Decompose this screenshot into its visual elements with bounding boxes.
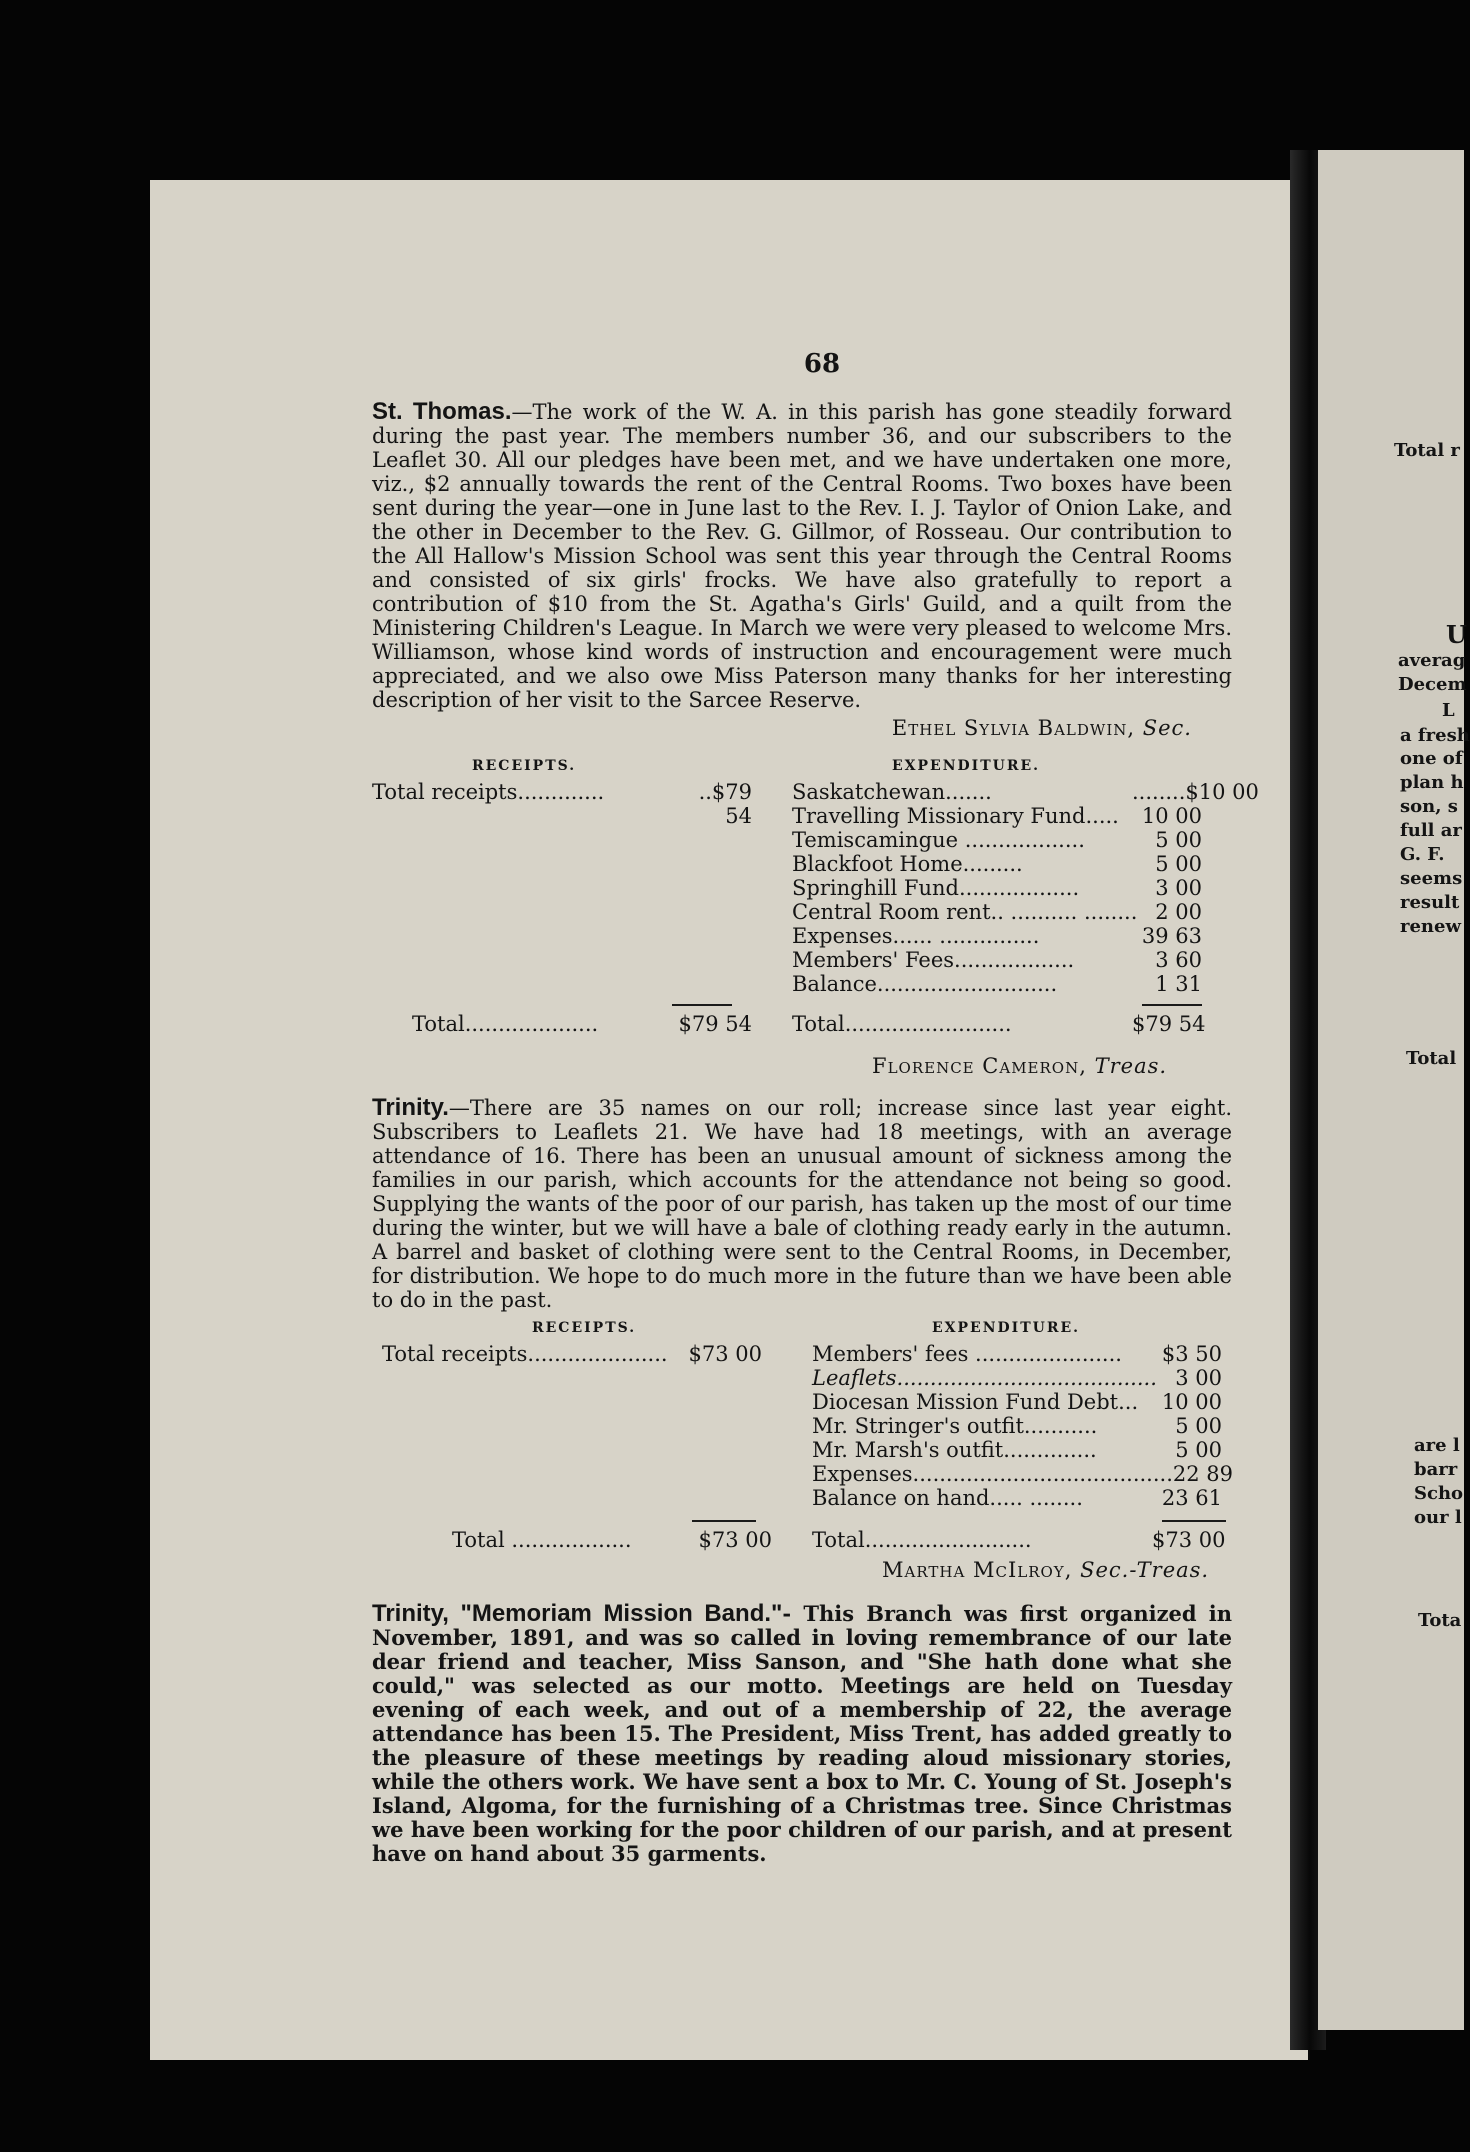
expenditure-amount: 5 00 bbox=[1175, 1414, 1222, 1438]
right-fragment: full ar bbox=[1400, 820, 1462, 841]
page-number: 68 bbox=[803, 349, 841, 379]
expenditure-amount: 3 60 bbox=[1155, 948, 1202, 972]
expenditure-amount: 39 63 bbox=[1141, 924, 1202, 948]
st-thomas-heading: St. Thomas. bbox=[372, 398, 512, 425]
total-amount: $73 00 bbox=[698, 1528, 772, 1552]
expenditure-label: Temiscamingue .................. bbox=[792, 828, 1085, 852]
expenditure-label: Springhill Fund.................. bbox=[792, 876, 1080, 900]
expenditure-label: Mr. Marsh's outfit.............. bbox=[812, 1438, 1097, 1462]
expenditure-amount: 10 00 bbox=[1161, 1390, 1222, 1414]
expenditure-label: Balance on hand..... ........ bbox=[812, 1486, 1083, 1510]
expenditure-label: Mr. Stringer's outfit........... bbox=[812, 1414, 1098, 1438]
expenditure-label: Blackfoot Home......... bbox=[792, 852, 1023, 876]
right-fragment: barr bbox=[1414, 1459, 1458, 1480]
expenditure-row bbox=[812, 1414, 1222, 1438]
right-fragment: G. F. bbox=[1400, 844, 1445, 865]
expenditure-list bbox=[812, 1342, 1234, 1510]
expenditure-list bbox=[792, 780, 1259, 996]
total-rule-left bbox=[672, 1004, 732, 1006]
signature-role: Sec. bbox=[1142, 716, 1192, 740]
total-row bbox=[792, 1012, 1206, 1036]
total-receipts-line bbox=[372, 780, 752, 828]
expenditure-amount: 2 00 bbox=[1155, 900, 1202, 924]
st-thomas-body: —The work of the W. A. in this parish has gone steadily forward during the past year. The members number 36, and our subscribers to the Leaflet 30. All our pledges have been met, and we have undertaken one more, viz., $2 annually towards the rent of the Central Rooms. Two boxes have been sent during the year—one in June last to the Rev. I. J. Taylor of Onion Lake, and the other in December to the Rev. G. Gillmor, of Rosseau. Our contribution to the All Hallow's Mission School was sent this year through the Central Rooms and consisted of six girls' frocks. We have also gratefully to report a contribution of $10 from the St. Agatha's Girls' Guild, and a quilt from the Ministering Children's League. In March we were very pleased to welcome Mrs. Williamson, whose kind words of instruction and encouragement were much appreciated, and we also owe Miss Paterson many thanks for her interesting description of her visit to the Sarcee Reserve. bbox=[372, 400, 1232, 712]
expenditure-row bbox=[792, 780, 1259, 804]
st-thomas-signature bbox=[372, 716, 1192, 740]
expenditure-amount: 3 00 bbox=[1155, 876, 1202, 900]
st-thomas-treasurer bbox=[372, 1054, 1232, 1078]
expenditure-row bbox=[792, 900, 1202, 924]
total-rule-right bbox=[1162, 1520, 1226, 1522]
right-fragment: one of bbox=[1400, 748, 1463, 769]
receipts-heading: RECEIPTS. bbox=[472, 758, 577, 774]
right-fragment: son, s bbox=[1400, 796, 1458, 817]
signature-name: Ethel Sylvia Baldwin, bbox=[891, 716, 1136, 740]
total-label: Total .................. bbox=[452, 1528, 632, 1552]
expenditure-row bbox=[812, 1342, 1222, 1366]
memoriam-heading: Trinity, "Memoriam Mission Band." bbox=[372, 1600, 783, 1627]
trinity-signature bbox=[372, 1558, 1232, 1582]
expenditure-heading: EXPENDITURE. bbox=[892, 758, 1041, 774]
expenditure-amount: 22 89 bbox=[1172, 1462, 1234, 1486]
right-fragment: averag bbox=[1398, 650, 1466, 671]
total-row bbox=[812, 1528, 1226, 1552]
expenditure-amount: $3 50 bbox=[1161, 1342, 1222, 1366]
expenditure-row bbox=[792, 804, 1202, 828]
right-fragment: Tota bbox=[1418, 1610, 1462, 1631]
expenditure-row bbox=[812, 1462, 1234, 1486]
expenditure-amount: 5 00 bbox=[1175, 1438, 1222, 1462]
right-fragment: a fresh bbox=[1400, 725, 1470, 746]
right-fragment: Decem bbox=[1398, 674, 1467, 695]
st-thomas-accounts bbox=[372, 754, 1259, 1054]
total-amount: $73 00 bbox=[1152, 1528, 1226, 1552]
total-label: Total.................... bbox=[412, 1012, 599, 1036]
right-fragment: U bbox=[1446, 620, 1467, 649]
signature-name: Martha McIlroy, bbox=[882, 1558, 1073, 1582]
memoriam-body: - This Branch was first organized in November, 1891, and was so called in loving remembrance of our late dear friend and teacher, Miss Sanson, and "She hath done what she could," was selected as our motto. Meetings are held on Tuesday evening of each week, and out of a membership of 22, the average attendance has been 15. The President, Miss Trent, has added greatly to the pleasure of these meetings by reading aloud missionary stories, while the others work. We have sent a box to Mr. C. Young of St. Joseph's Island, Algoma, for the furnishing of a Christmas tree. Since Christmas we have been working for the poor children of our parish, and at present have on hand about 35 garments. bbox=[372, 1601, 1232, 1866]
expenditure-row bbox=[792, 948, 1202, 972]
treasurer-name: Florence Cameron, bbox=[872, 1054, 1087, 1078]
expenditure-row bbox=[792, 876, 1202, 900]
total-receipts-label: Total receipts..................... bbox=[382, 1342, 668, 1366]
total-line-left bbox=[452, 1528, 772, 1552]
treasurer-role: Treas. bbox=[1094, 1054, 1168, 1078]
total-rule-right bbox=[1142, 1004, 1202, 1006]
right-fragment: Total r bbox=[1394, 440, 1460, 461]
right-fragment: our l bbox=[1414, 1507, 1462, 1528]
expenditure-amount: 5 00 bbox=[1155, 828, 1202, 852]
receipts-heading: RECEIPTS. bbox=[532, 1320, 637, 1336]
expenditure-amount: 5 00 bbox=[1155, 852, 1202, 876]
expenditure-row bbox=[812, 1486, 1222, 1510]
expenditure-label: Diocesan Mission Fund Debt... bbox=[812, 1390, 1139, 1414]
total-receipts-amount: ..$79 54 bbox=[698, 780, 752, 828]
expenditure-label: Expenses....................................... bbox=[812, 1462, 1173, 1486]
expenditure-label: Members' Fees.................. bbox=[792, 948, 1075, 972]
expenditure-amount: 1 31 bbox=[1155, 972, 1202, 996]
expenditure-heading: EXPENDITURE. bbox=[932, 1320, 1081, 1336]
expenditure-row bbox=[792, 972, 1202, 996]
right-fragment: renew bbox=[1400, 916, 1461, 937]
expenditure-label: Leaflets....................................... bbox=[812, 1366, 1157, 1390]
total-line-right bbox=[812, 1528, 1226, 1552]
expenditure-row bbox=[792, 924, 1202, 948]
total-receipts-line bbox=[382, 1342, 762, 1366]
expenditure-amount: ........$10 00 bbox=[1132, 780, 1259, 804]
total-receipts-label: Total receipts............. bbox=[372, 780, 605, 804]
right-fragment: Total bbox=[1406, 1048, 1457, 1069]
right-fragment: L bbox=[1442, 700, 1455, 721]
right-page-edge bbox=[1318, 150, 1470, 2030]
expenditure-label: Saskatchewan....... bbox=[792, 780, 992, 804]
signature-role: Sec.-Treas. bbox=[1080, 1558, 1210, 1582]
trinity-heading: Trinity. bbox=[372, 1094, 449, 1121]
right-fragment: result bbox=[1400, 892, 1460, 913]
expenditure-amount: 23 61 bbox=[1161, 1486, 1222, 1510]
expenditure-row bbox=[792, 828, 1202, 852]
expenditure-label: Central Room rent.. .......... ........ bbox=[792, 900, 1138, 924]
total-label: Total......................... bbox=[812, 1528, 1032, 1552]
total-amount: $79 54 bbox=[678, 1012, 752, 1036]
expenditure-label: Travelling Missionary Fund..... bbox=[792, 804, 1119, 828]
right-fragment: plan h bbox=[1400, 772, 1464, 793]
expenditure-row bbox=[812, 1390, 1222, 1414]
expenditure-label: Members' fees ...................... bbox=[812, 1342, 1122, 1366]
total-label: Total......................... bbox=[792, 1012, 1012, 1036]
st-thomas-report bbox=[372, 400, 1232, 712]
total-rule-left bbox=[692, 1520, 756, 1522]
right-fragment: seems bbox=[1400, 868, 1463, 889]
expenditure-amount: 3 00 bbox=[1175, 1366, 1222, 1390]
total-line-left bbox=[412, 1012, 752, 1036]
trinity-accounts bbox=[372, 1316, 1232, 1556]
expenditure-label: Expenses...... ............... bbox=[792, 924, 1040, 948]
expenditure-label: Balance........................... bbox=[792, 972, 1058, 996]
total-line-right bbox=[792, 1012, 1206, 1036]
expenditure-row bbox=[792, 852, 1202, 876]
right-fragment: Scho bbox=[1414, 1483, 1464, 1504]
expenditure-row bbox=[812, 1366, 1222, 1390]
expenditure-amount: 10 00 bbox=[1141, 804, 1202, 828]
trinity-report bbox=[372, 1096, 1232, 1312]
total-amount: $79 54 bbox=[1132, 1012, 1206, 1036]
trinity-body: —There are 35 names on our roll; increase since last year eight. Subscribers to Leaflets 21. We have had 18 meetings, with an average attendance of 16. There has been an unusual amount of sickness among the families in our parish, which accounts for the attendance not being so good. Supplying the wants of the poor of our parish, has taken up the most of our time during the winter, but we will have a bale of clothing ready early in the autumn. A barrel and basket of clothing were sent to the Central Rooms, in December, for distribution. We hope to do much more in the future than we have been able to do in the past. bbox=[372, 1096, 1232, 1312]
page-content bbox=[372, 349, 1259, 1866]
right-fragment: are l bbox=[1414, 1435, 1460, 1456]
expenditure-row bbox=[812, 1438, 1222, 1462]
total-receipts-amount: $73 00 bbox=[688, 1342, 762, 1366]
memoriam-report bbox=[372, 1602, 1232, 1866]
